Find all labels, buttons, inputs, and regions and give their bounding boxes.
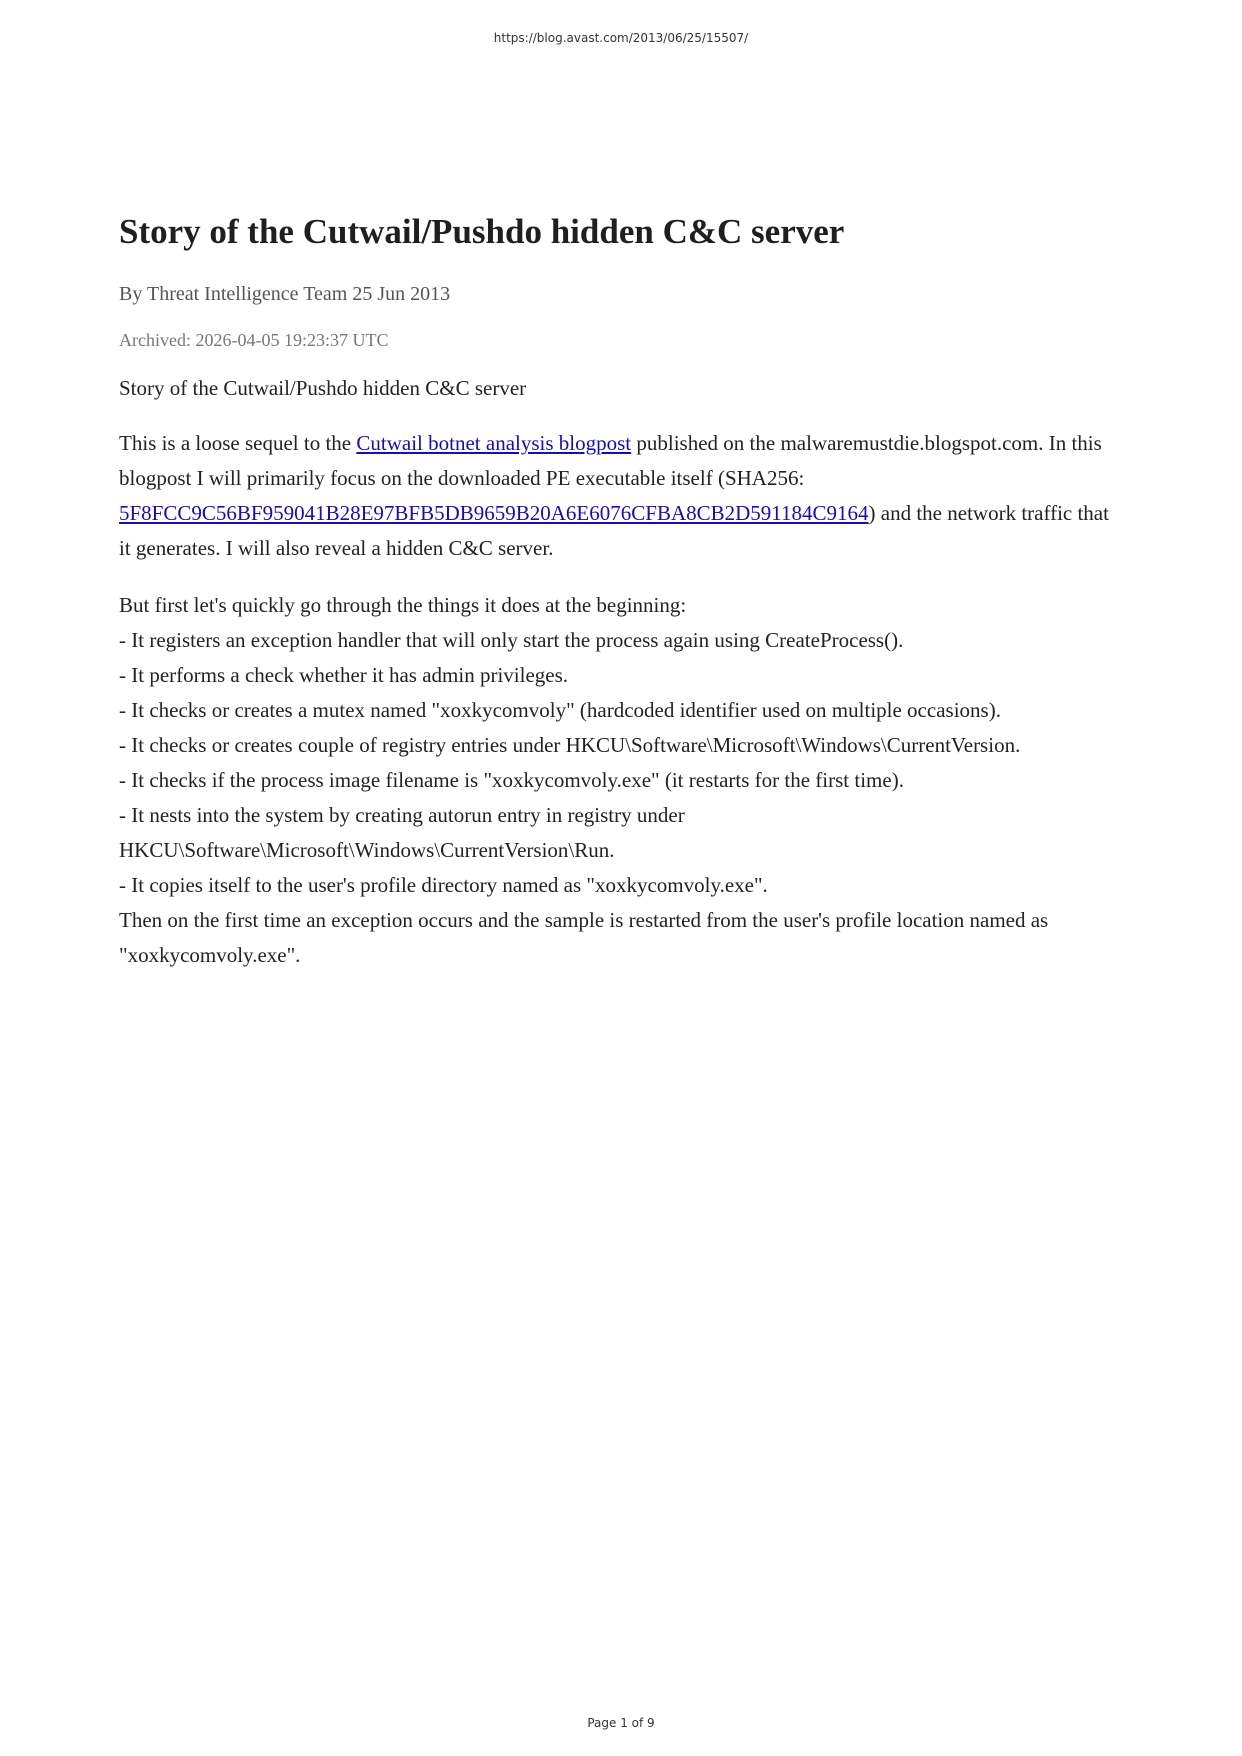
intro-paragraph — [119, 426, 1124, 566]
intro-text-part2: published on the malwaremustdie.blogspot.com. In this blogpost I will primarily focus on the downloaded PE executable itself (SHA256: — [119, 431, 1102, 490]
step-item: - It copies itself to the user's profile directory named as "xoxkycomvoly.exe". — [119, 873, 768, 897]
sha256-hash-link[interactable]: 5F8FCC9C56BF959041B28E97BFB5DB9659B20A6E6076CFBA8CB2D591184C9164 — [119, 501, 869, 525]
intro-text-part3: ) and the network traffic that it generates. I will also reveal a hidden C&C server. — [119, 501, 1109, 560]
intro-text-part1: This is a loose sequel to the — [119, 431, 357, 455]
article-byline: By Threat Intelligence Team 25 Jun 2013 — [119, 283, 451, 305]
archived-timestamp: Archived: 2026-04-05 19:23:37 UTC — [119, 330, 389, 350]
article-subtitle: Story of the Cutwail/Pushdo hidden C&C server — [119, 376, 527, 400]
steps-intro: But first let's quickly go through the things it does at the beginning: — [119, 593, 687, 617]
steps-paragraph — [119, 588, 1124, 973]
cutwail-blogpost-link[interactable]: Cutwail botnet analysis blogpost — [356, 431, 632, 455]
step-item: - It checks or creates a mutex named "xoxkycomvoly" (hardcoded identifier used on multiple occasions). — [119, 698, 1001, 722]
article-content — [119, 210, 1124, 973]
step-item: - It nests into the system by creating autorun entry in registry under HKCU\Software\Microsoft\Windows\CurrentVersion\Run. — [119, 803, 685, 862]
step-item: - It registers an exception handler that will only start the process again using CreateProcess(). — [119, 628, 904, 652]
page-header-url: https://blog.avast.com/2013/06/25/15507/ — [493, 31, 749, 45]
step-item: - It performs a check whether it has admin privileges. — [119, 663, 569, 687]
article-title: Story of the Cutwail/Pushdo hidden C&C server — [119, 212, 845, 251]
page-number: Page 1 of 9 — [587, 1716, 655, 1730]
step-item: - It checks or creates couple of registry entries under HKCU\Software\Microsoft\Windows\CurrentVersion. — [119, 733, 1021, 757]
closing-text: Then on the first time an exception occurs and the sample is restarted from the user's profile location named as "xoxkycomvoly.exe". — [119, 908, 1049, 967]
step-item: - It checks if the process image filename is "xoxkycomvoly.exe" (it restarts for the first time). — [119, 768, 904, 792]
